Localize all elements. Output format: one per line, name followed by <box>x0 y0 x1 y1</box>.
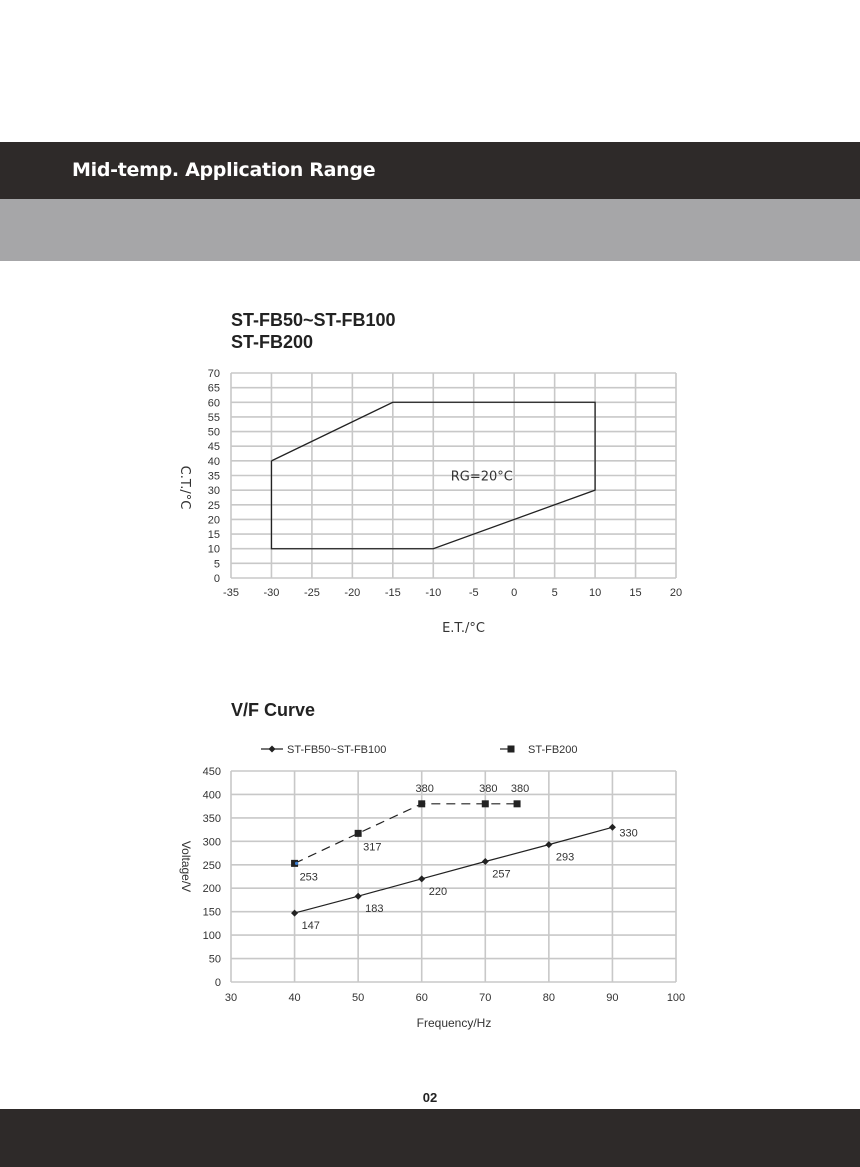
y-tick-label: 450 <box>202 766 221 778</box>
data-label-st-fb200: 380 <box>415 782 434 795</box>
y-tick-label: 200 <box>202 883 221 896</box>
application-range-chart <box>0 360 860 650</box>
footer-band <box>0 1109 860 1167</box>
rg-annotation: RG=20°C <box>450 469 513 485</box>
x-tick-label: -35 <box>223 587 239 599</box>
legend-label-st-fb50-fb100: ST-FB50~ST-FB100 <box>287 744 387 756</box>
x-tick-label: -10 <box>425 587 442 599</box>
y-tick-label: 20 <box>207 514 220 527</box>
x-tick-label: 90 <box>606 992 619 1004</box>
vf-curve-chart <box>0 738 860 1048</box>
data-label-st-fb50-fb100: 147 <box>301 920 320 933</box>
data-label-st-fb50-fb100: 220 <box>428 885 448 898</box>
x-axis-label: Frequency/Hz <box>416 1016 492 1030</box>
y-tick-label: 30 <box>207 485 220 498</box>
y-tick-label: 40 <box>207 455 220 468</box>
range-chart-title-line-1: ST-FB50~ST-FB100 <box>231 310 396 330</box>
x-tick-label: -20 <box>344 587 361 599</box>
y-tick-label: 50 <box>208 953 221 966</box>
y-tick-label: 250 <box>202 859 221 872</box>
page-title: Mid-temp. Application Range <box>72 159 376 181</box>
data-label-st-fb200: 253 <box>299 871 318 884</box>
x-tick-label: 100 <box>666 992 686 1004</box>
data-label-st-fb50-fb100: 257 <box>492 868 511 881</box>
y-tick-label: 45 <box>207 441 220 454</box>
data-point-st-fb200 <box>418 800 425 807</box>
series-line-st-fb50-fb100 <box>295 827 613 916</box>
y-tick-label: 15 <box>207 529 220 542</box>
series-line-st-fb200 <box>295 804 517 864</box>
y-tick-label: 0 <box>214 977 221 989</box>
legend-marker-st-fb200 <box>508 746 515 753</box>
x-tick-label: 70 <box>479 992 492 1004</box>
data-label-st-fb200: 380 <box>479 782 498 795</box>
legend-marker-st-fb50-fb100 <box>269 746 276 753</box>
x-tick-label: 15 <box>629 587 642 599</box>
data-label-st-fb50-fb100: 183 <box>365 903 384 916</box>
y-tick-label: 60 <box>207 397 220 410</box>
data-point-st-fb200 <box>482 800 489 807</box>
page-number: 02 <box>422 1090 438 1105</box>
y-tick-label: 65 <box>207 382 220 395</box>
x-tick-label: 80 <box>542 992 555 1004</box>
y-tick-label: 55 <box>207 411 220 424</box>
x-tick-label: 40 <box>288 992 301 1004</box>
x-tick-label: 60 <box>415 992 428 1004</box>
y-axis-label: C.T./°C <box>177 465 192 510</box>
x-tick-label: -5 <box>468 587 479 599</box>
data-label-st-fb50-fb100: 293 <box>555 851 575 864</box>
data-point-st-fb50-fb100 <box>418 875 425 882</box>
data-label-st-fb50-fb100: 330 <box>619 827 638 840</box>
legend-label-st-fb200: ST-FB200 <box>528 744 578 756</box>
data-point-st-fb50-fb100 <box>355 893 362 900</box>
range-chart-title-line-2: ST-FB200 <box>231 332 314 352</box>
x-tick-label: -15 <box>384 587 401 599</box>
data-label-st-fb200: 380 <box>510 782 530 795</box>
x-tick-label: 30 <box>224 992 238 1004</box>
y-tick-label: 0 <box>213 573 220 585</box>
data-label-st-fb200: 317 <box>363 841 382 854</box>
x-tick-label: 0 <box>511 587 518 599</box>
y-axis-label: Voltage/V <box>179 840 193 893</box>
x-tick-label: 5 <box>551 587 558 599</box>
y-tick-label: 35 <box>207 470 220 483</box>
accent-dot <box>295 862 298 865</box>
data-point-st-fb50-fb100 <box>545 841 552 848</box>
x-tick-label: -30 <box>263 587 280 599</box>
x-axis-label: E.T./°C <box>442 621 485 636</box>
x-tick-label: 20 <box>669 587 683 599</box>
data-point-st-fb50-fb100 <box>291 910 298 917</box>
x-tick-label: 50 <box>352 992 365 1004</box>
y-tick-label: 400 <box>202 789 221 802</box>
y-tick-label: 25 <box>207 499 220 512</box>
y-tick-label: 5 <box>213 558 220 571</box>
y-tick-label: 300 <box>202 836 221 849</box>
vf-chart-title: V/F Curve <box>231 700 316 720</box>
y-tick-label: 100 <box>202 930 221 943</box>
x-tick-label: 10 <box>588 587 602 599</box>
data-point-st-fb50-fb100 <box>609 824 616 831</box>
y-tick-label: 50 <box>207 426 220 439</box>
y-tick-label: 150 <box>202 906 221 919</box>
y-tick-label: 350 <box>202 812 221 825</box>
data-point-st-fb200 <box>514 800 521 807</box>
data-point-st-fb200 <box>355 830 362 837</box>
y-tick-label: 70 <box>207 368 220 380</box>
data-point-st-fb50-fb100 <box>482 858 489 865</box>
y-tick-label: 10 <box>207 543 220 556</box>
gray-band <box>0 199 860 261</box>
x-tick-label: -25 <box>303 587 320 599</box>
